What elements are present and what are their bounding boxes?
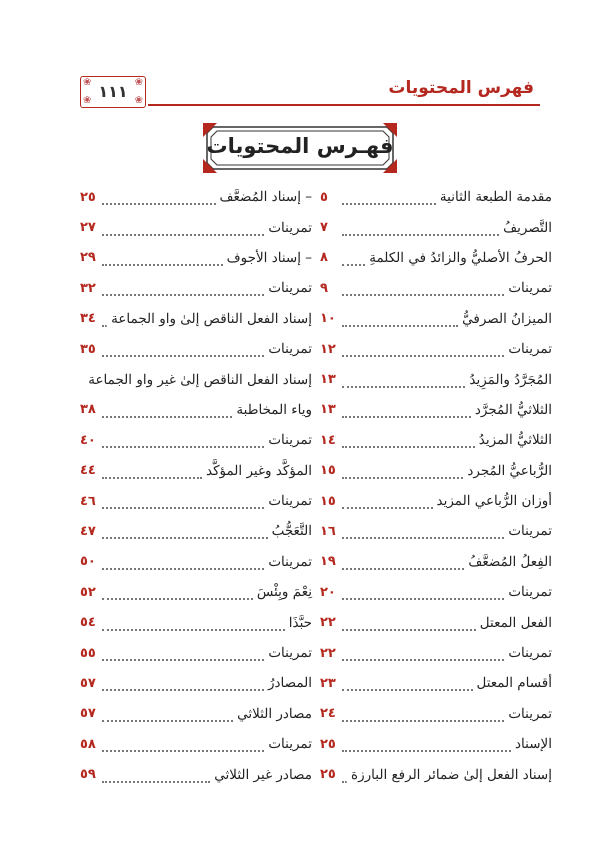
toc-entry — [80, 547, 312, 577]
dot-leader — [342, 224, 499, 236]
dot-leader — [342, 254, 365, 266]
toc-entry — [320, 212, 552, 242]
toc-entry — [320, 395, 552, 425]
dot-leader — [342, 436, 475, 448]
toc-entry-title: المؤكَّد وغير المؤكَّد — [206, 462, 312, 479]
toc-entry-page: ١٥ — [320, 493, 336, 509]
title-frame — [203, 123, 397, 173]
page-number-box — [80, 76, 146, 108]
toc-entry — [320, 699, 552, 729]
toc-entry-title: الفِعلُ المُضعَّفُ — [468, 553, 552, 570]
dot-leader — [102, 649, 264, 661]
dot-leader — [102, 619, 285, 631]
dot-leader — [342, 527, 504, 539]
toc-entry-page: ٢٩ — [80, 250, 96, 266]
toc-entry-page: ٣٢ — [80, 280, 96, 296]
toc-entry-page: ٢٢ — [320, 615, 336, 631]
toc-entry-title: تمرينات — [508, 523, 552, 540]
toc-entry-title: تمرينات — [268, 645, 312, 662]
corner-ornament-icon: ❀ — [134, 95, 143, 106]
toc-entry-page: ٥٢ — [80, 584, 96, 600]
toc-entry-page: ٨ — [320, 250, 328, 266]
toc-entry — [80, 516, 312, 546]
toc-entry — [320, 364, 552, 394]
toc-entry-title: تمرينات — [268, 219, 312, 236]
toc-entry — [80, 425, 312, 455]
toc-entry-title: أقسام المعتل — [476, 675, 552, 692]
dot-leader — [102, 558, 264, 570]
toc-entry — [320, 577, 552, 607]
corner-ornament-icon: ❀ — [83, 95, 92, 106]
toc-entry — [80, 364, 312, 394]
toc-entry-page: ٤٠ — [80, 432, 96, 448]
dot-leader — [102, 497, 264, 509]
dot-leader — [102, 315, 107, 327]
toc-entry-title: مصادر غير الثلاثي — [214, 766, 312, 783]
toc-entry-title: تمرينات — [268, 432, 312, 449]
toc-entry-page: ٤٤ — [80, 463, 96, 479]
toc-entry-title: أوزان الرُّباعي المزيد — [436, 493, 552, 510]
toc-entry — [80, 182, 312, 212]
toc-entry-page: ٥ — [320, 189, 328, 205]
running-title: فهرس المحتويات — [388, 78, 534, 98]
toc-entry-page: ١٥ — [320, 463, 336, 479]
toc-entry — [320, 304, 552, 334]
toc-entry-title: الثلاثيُّ المزيدُ — [478, 432, 552, 449]
toc-entry — [80, 638, 312, 668]
toc-entry-title: إسناد الفعل الناقص إلىٰ واو الجماعة — [111, 310, 312, 327]
dot-leader — [102, 224, 264, 236]
toc-entry-title: تمرينات — [268, 493, 312, 510]
toc-entry-page: ١٠ — [320, 311, 336, 327]
dot-leader — [102, 193, 216, 205]
dot-leader — [102, 436, 264, 448]
dot-leader — [342, 649, 504, 661]
dot-leader — [342, 558, 464, 570]
toc-entry — [320, 486, 552, 516]
toc-entry — [320, 607, 552, 637]
toc-entry-title: الفعل المعتل — [479, 614, 552, 631]
toc-entry-title: المصادرُ — [267, 675, 312, 692]
toc-entry-page: ٥٧ — [80, 706, 96, 722]
page-header — [80, 70, 540, 110]
toc-entry — [80, 334, 312, 364]
toc-entry — [320, 759, 552, 789]
toc-entry-page: ١٩ — [320, 554, 336, 570]
toc-entry-page: ٣٨ — [80, 402, 96, 418]
dot-leader — [342, 345, 504, 357]
toc-entry-title: نِعْمَ وبِئْسَ — [256, 584, 312, 601]
toc-entry-title: الحرفُ الأصليُّ والزائدُ في الكلمةِ — [369, 249, 552, 266]
dot-leader — [102, 588, 253, 600]
toc-entry-page: ١٢ — [320, 341, 336, 357]
toc-entry — [80, 759, 312, 789]
toc-entry — [80, 304, 312, 334]
toc-entry — [320, 668, 552, 698]
toc-entry — [320, 182, 552, 212]
toc-entry-page: ١٤ — [320, 432, 336, 448]
dot-leader — [102, 345, 264, 357]
toc-entry-title: التَّصريفُ — [503, 219, 552, 236]
toc-entry-title: التَّعَجُّبُ — [271, 523, 312, 540]
toc-entry — [320, 243, 552, 273]
dot-leader — [342, 497, 433, 509]
toc-entry-title: – إسناد الأجوف — [226, 249, 312, 266]
toc-entry-title: تمرينات — [268, 553, 312, 570]
toc-entry-page: ٥٨ — [80, 736, 96, 752]
toc-entry-title: مقدمة الطبعة الثانية — [439, 189, 552, 206]
dot-leader — [102, 284, 264, 296]
toc-entry-page: ٢٣ — [320, 675, 336, 691]
toc-entry — [80, 577, 312, 607]
toc-column-right — [320, 182, 552, 790]
toc-entry — [80, 456, 312, 486]
dot-leader — [342, 467, 463, 479]
dot-leader — [342, 315, 458, 327]
toc-entry-title: تمرينات — [508, 341, 552, 358]
toc-entry-page: ٤٦ — [80, 493, 96, 509]
toc-entry-page: ٣٥ — [80, 341, 96, 357]
dot-leader — [342, 710, 504, 722]
toc-entry-page: ٢٧ — [80, 220, 96, 236]
toc-entry-page: ١٦ — [320, 523, 336, 539]
dot-leader — [102, 679, 264, 691]
dot-leader — [102, 527, 268, 539]
toc-entry-page: ٥٧ — [80, 675, 96, 691]
toc-entry-title: الميزانُ الصرفيُّ — [462, 310, 552, 327]
dot-leader — [342, 193, 436, 205]
toc-entry-title: تمرينات — [508, 584, 552, 601]
toc-entry-title: تمرينات — [508, 280, 552, 297]
toc-entry — [80, 668, 312, 698]
toc-entry — [80, 273, 312, 303]
toc-entry-title: المُجَرَّدُ والمَزِيدُ — [469, 371, 552, 388]
dot-leader — [102, 406, 232, 418]
toc-entry — [320, 516, 552, 546]
toc-entry-page: ١٣ — [320, 402, 336, 418]
toc-entry-page: ٥٤ — [80, 615, 96, 631]
toc-entry — [80, 395, 312, 425]
toc-entry-title: الرُّباعيُّ المُجرد — [467, 462, 552, 479]
toc-entry-title: – إسناد المُضعَّف — [219, 189, 312, 206]
dot-leader — [342, 771, 347, 783]
dot-leader — [342, 740, 511, 752]
toc-entry — [320, 456, 552, 486]
dot-leader — [342, 679, 473, 691]
toc-entry-page: ٥٠ — [80, 554, 96, 570]
toc-entry-page: ٢٤ — [320, 706, 336, 722]
dot-leader — [342, 619, 476, 631]
dot-leader — [342, 284, 504, 296]
toc-entry-page: ٢٥ — [320, 767, 336, 783]
toc-entry-title: تمرينات — [268, 736, 312, 753]
toc-entry — [320, 425, 552, 455]
toc-entry-title: تمرينات — [268, 341, 312, 358]
toc-entry-title: تمرينات — [508, 705, 552, 722]
dot-leader — [102, 740, 264, 752]
toc-entry — [80, 486, 312, 516]
toc-entry — [80, 607, 312, 637]
toc-entry — [80, 243, 312, 273]
toc-entry-title: حبَّذَا — [288, 614, 312, 631]
dot-leader — [342, 588, 504, 600]
corner-ornament-icon: ❀ — [83, 77, 92, 88]
page-number: ١١١ — [98, 82, 128, 101]
dot-leader — [102, 771, 210, 783]
toc-entry — [80, 729, 312, 759]
toc-entry-title: الإسناد — [515, 736, 552, 753]
toc-entry-title: وياء المخاطبة — [236, 401, 312, 418]
toc-entry-page: ٩ — [320, 280, 328, 296]
toc-entry-title: تمرينات — [268, 280, 312, 297]
toc-entry-title: إسناد الفعل الناقص إلىٰ غير واو الجماعة — [88, 371, 312, 388]
toc-entry — [80, 699, 312, 729]
toc-entry — [320, 334, 552, 364]
toc-entry — [80, 212, 312, 242]
toc-entry-page: ٧ — [320, 220, 328, 236]
toc-entry — [320, 273, 552, 303]
header-rule — [148, 104, 540, 106]
corner-ornament-icon: ❀ — [134, 77, 143, 88]
toc-entry-title: تمرينات — [508, 645, 552, 662]
toc-entry-page: ٢٢ — [320, 645, 336, 661]
dot-leader — [102, 467, 202, 479]
toc-entry-page: ٣٤ — [80, 311, 96, 327]
dot-leader — [102, 710, 233, 722]
toc-entry-page: ٢٠ — [320, 584, 336, 600]
toc-entry-page: ٢٥ — [80, 189, 96, 205]
toc-entry — [320, 638, 552, 668]
toc-entry-page: ٤٧ — [80, 523, 96, 539]
toc-entry — [320, 547, 552, 577]
toc-entry-title: الثلاثيُّ المُجرَّد — [474, 401, 552, 418]
dot-leader — [102, 254, 223, 266]
toc-entry-page: ٥٩ — [80, 767, 96, 783]
dot-leader — [342, 406, 471, 418]
toc-entry-page: ١٣ — [320, 372, 336, 388]
toc-entry-page: ٥٥ — [80, 645, 96, 661]
page-title: فهـرس المحتويات — [206, 134, 394, 158]
toc-entry-title: إسناد الفعل إلىٰ ضمائر الرفع البارزة — [351, 766, 552, 783]
dot-leader — [342, 376, 465, 388]
toc-entry-title: مصادر الثلاثي — [237, 705, 312, 722]
toc-entry-page: ٢٥ — [320, 736, 336, 752]
toc-entry — [320, 729, 552, 759]
toc-column-left — [80, 182, 312, 790]
